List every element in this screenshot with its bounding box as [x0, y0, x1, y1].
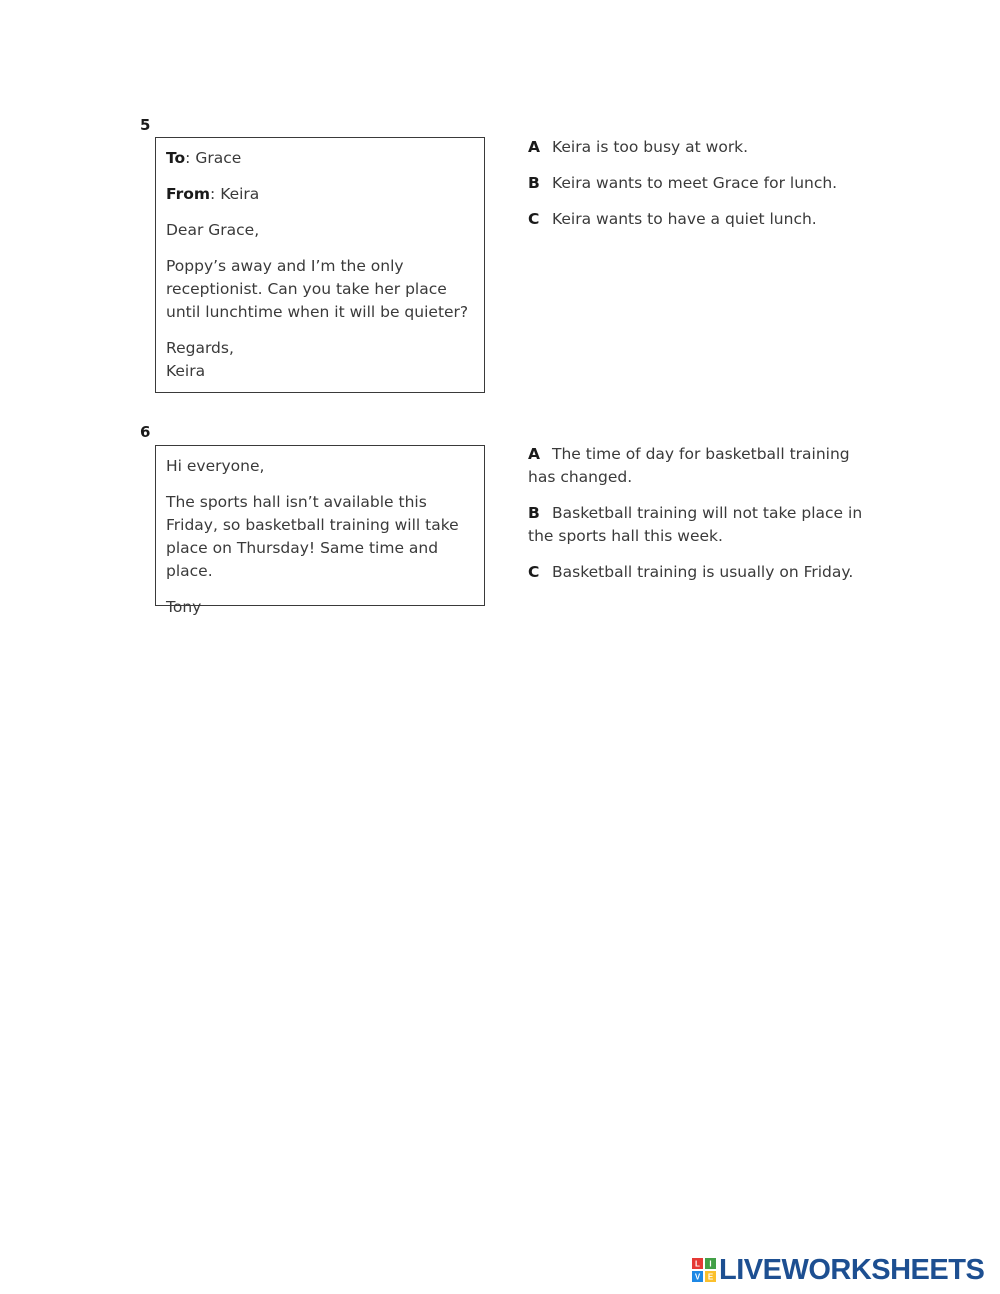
to-label: To	[166, 149, 186, 167]
signature: Tony	[166, 598, 202, 616]
option-letter: B	[528, 174, 540, 192]
icon-letter: L	[695, 1259, 700, 1269]
greeting: Hi everyone,	[166, 457, 265, 475]
option-c-q5[interactable]	[528, 208, 868, 231]
option-a-q6[interactable]	[528, 443, 868, 489]
option-letter: B	[528, 504, 540, 522]
closing: Regards,	[166, 339, 234, 357]
from-label: From	[166, 185, 211, 203]
logo-text: LIVEWORKSHEETS	[719, 1253, 985, 1286]
liveworksheets-blocks-icon	[692, 1258, 716, 1282]
option-text: Basketball training will not take place in the sports hall this week.	[528, 504, 863, 545]
options-q6	[528, 443, 868, 597]
question-number-6: 6	[140, 423, 151, 441]
to-value: : Grace	[185, 149, 242, 167]
options-q5	[528, 136, 868, 244]
question-number-5: 5	[140, 116, 151, 134]
option-text: Keira is too busy at work.	[552, 138, 749, 156]
message-box-q5	[155, 137, 485, 393]
from-line	[166, 183, 474, 206]
icon-letter: E	[707, 1272, 714, 1282]
option-letter: C	[528, 210, 540, 228]
greeting: Dear Grace,	[166, 221, 260, 239]
option-a-q5[interactable]	[528, 136, 868, 159]
to-line	[166, 147, 474, 170]
option-letter: A	[528, 138, 540, 156]
signature: Keira	[166, 362, 206, 380]
sign-off	[166, 337, 474, 383]
message-body: Poppy’s away and I’m the only receptionist. Can you take her place until lunchtime when it will be quieter?	[166, 257, 469, 321]
message-box-q6	[155, 445, 485, 616]
icon-letter: I	[709, 1259, 712, 1269]
option-text: Basketball training is usually on Friday.	[552, 563, 854, 581]
message-body: The sports hall isn’t available this Friday, so basketball training will take place on Thursday! Same time and place.	[166, 493, 459, 580]
option-letter: C	[528, 563, 540, 581]
from-value: : Keira	[210, 185, 260, 203]
option-b-q5[interactable]	[528, 172, 868, 195]
option-b-q6[interactable]	[528, 502, 868, 548]
option-letter: A	[528, 445, 540, 463]
option-text: Keira wants to meet Grace for lunch.	[552, 174, 838, 192]
icon-letter: V	[694, 1272, 701, 1282]
option-text: The time of day for basketball training has changed.	[528, 445, 850, 486]
liveworksheets-logo[interactable]	[692, 1255, 984, 1285]
option-c-q6[interactable]	[528, 561, 868, 584]
option-text: Keira wants to have a quiet lunch.	[552, 210, 817, 228]
